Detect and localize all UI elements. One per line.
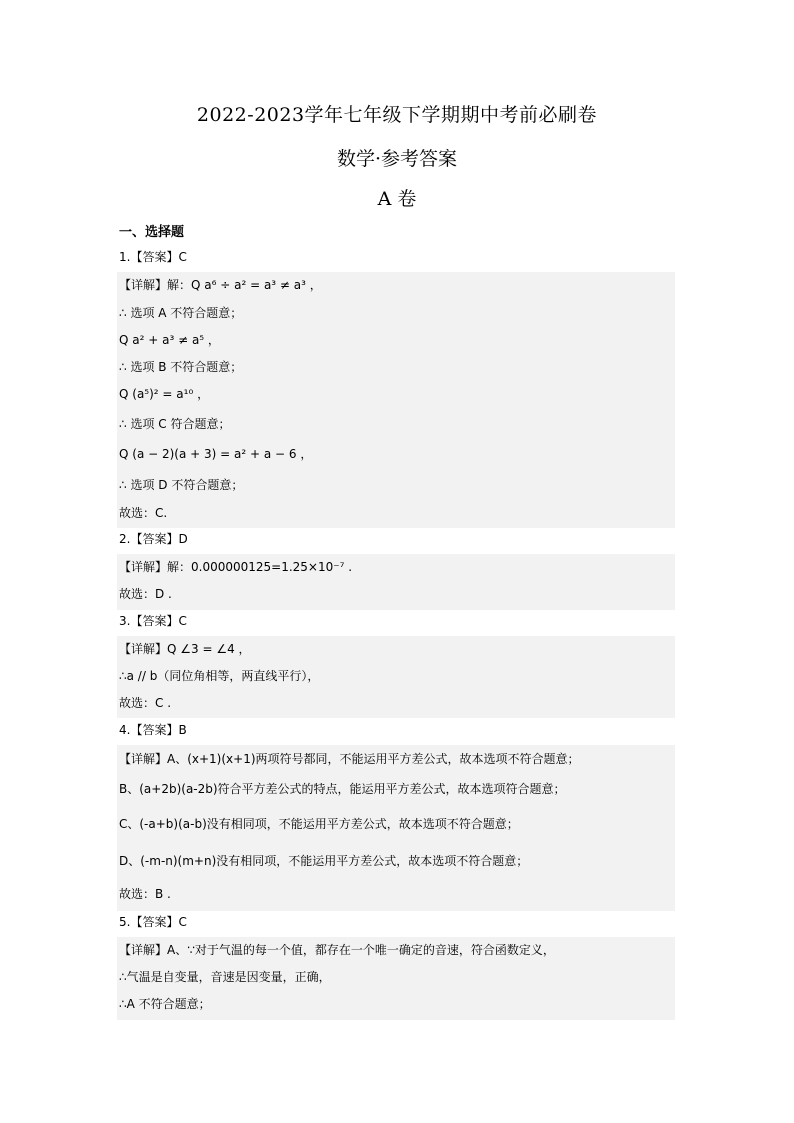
- explain-line: C、(-a+b)(a-b)没有相同项，不能运用平方差公式，故本选项不符合题意；: [119, 817, 519, 831]
- explain-line: Q (a − 2)(a + 3) = a² + a − 6 ，: [119, 447, 313, 461]
- explain-line: 故选：B .: [119, 887, 171, 901]
- answer-line: 5.【答案】C: [119, 915, 187, 929]
- paper-label: A 卷: [377, 188, 417, 210]
- answer-line: 4.【答案】B: [119, 723, 187, 737]
- explain-line: 故选：C.: [119, 506, 168, 520]
- explain-line: 故选：C .: [119, 696, 172, 710]
- explain-line: D、(-m-n)(m+n)没有相同项，不能运用平方差公式，故本选项不符合题意；: [119, 854, 529, 868]
- document-title: 2022-2023学年七年级下学期期中考前必刷卷: [196, 104, 598, 126]
- explain-line: ∴a // b（同位角相等，两直线平行），: [119, 669, 320, 683]
- explain-line: Q a² + a³ ≠ a⁵ ，: [119, 333, 220, 347]
- answer-line: 1.【答案】C: [119, 250, 187, 264]
- explain-line: ∴ 选项 C 符合题意；: [119, 417, 231, 431]
- explain-line: ∴气温是自变量，音速是因变量，正确，: [119, 970, 331, 984]
- answer-line: 3.【答案】C: [119, 614, 187, 628]
- explain-line: 【详解】A、(x+1)(x+1)两项符号都同，不能运用平方差公式，故本选项不符合题意；: [119, 752, 580, 766]
- explain-line: 【详解】A、∵对于气温的每一个值，都存在一个唯一确定的音速，符合函数定义，: [119, 943, 555, 957]
- explain-line: 【详解】解：Q a⁶ ÷ a² = a³ ≠ a³ ，: [119, 278, 322, 292]
- explain-line: ∴A 不符合题意；: [119, 997, 211, 1011]
- explain-line: ∴ 选项 A 不符合题意；: [119, 306, 243, 320]
- explain-line: 【详解】解：0.000000125=1.25×10⁻⁷ .: [119, 560, 353, 574]
- explain-line: 故选：D .: [119, 587, 172, 601]
- explain-line: 【详解】Q ∠3 = ∠4 ，: [119, 642, 251, 656]
- explain-line: ∴ 选项 B 不符合题意；: [119, 360, 243, 374]
- explain-line: Q (a⁵)² = a¹⁰ ，: [119, 387, 210, 401]
- document-subtitle: 数学·参考答案: [336, 148, 458, 170]
- section-heading: 一、选择题: [119, 225, 185, 240]
- explain-line: B、(a+2b)(a-2b)符合平方差公式的特点，能运用平方差公式，故本选项符合题意；: [119, 782, 566, 796]
- answer-line: 2.【答案】D: [119, 532, 188, 546]
- explain-line: ∴ 选项 D 不符合题意；: [119, 478, 244, 492]
